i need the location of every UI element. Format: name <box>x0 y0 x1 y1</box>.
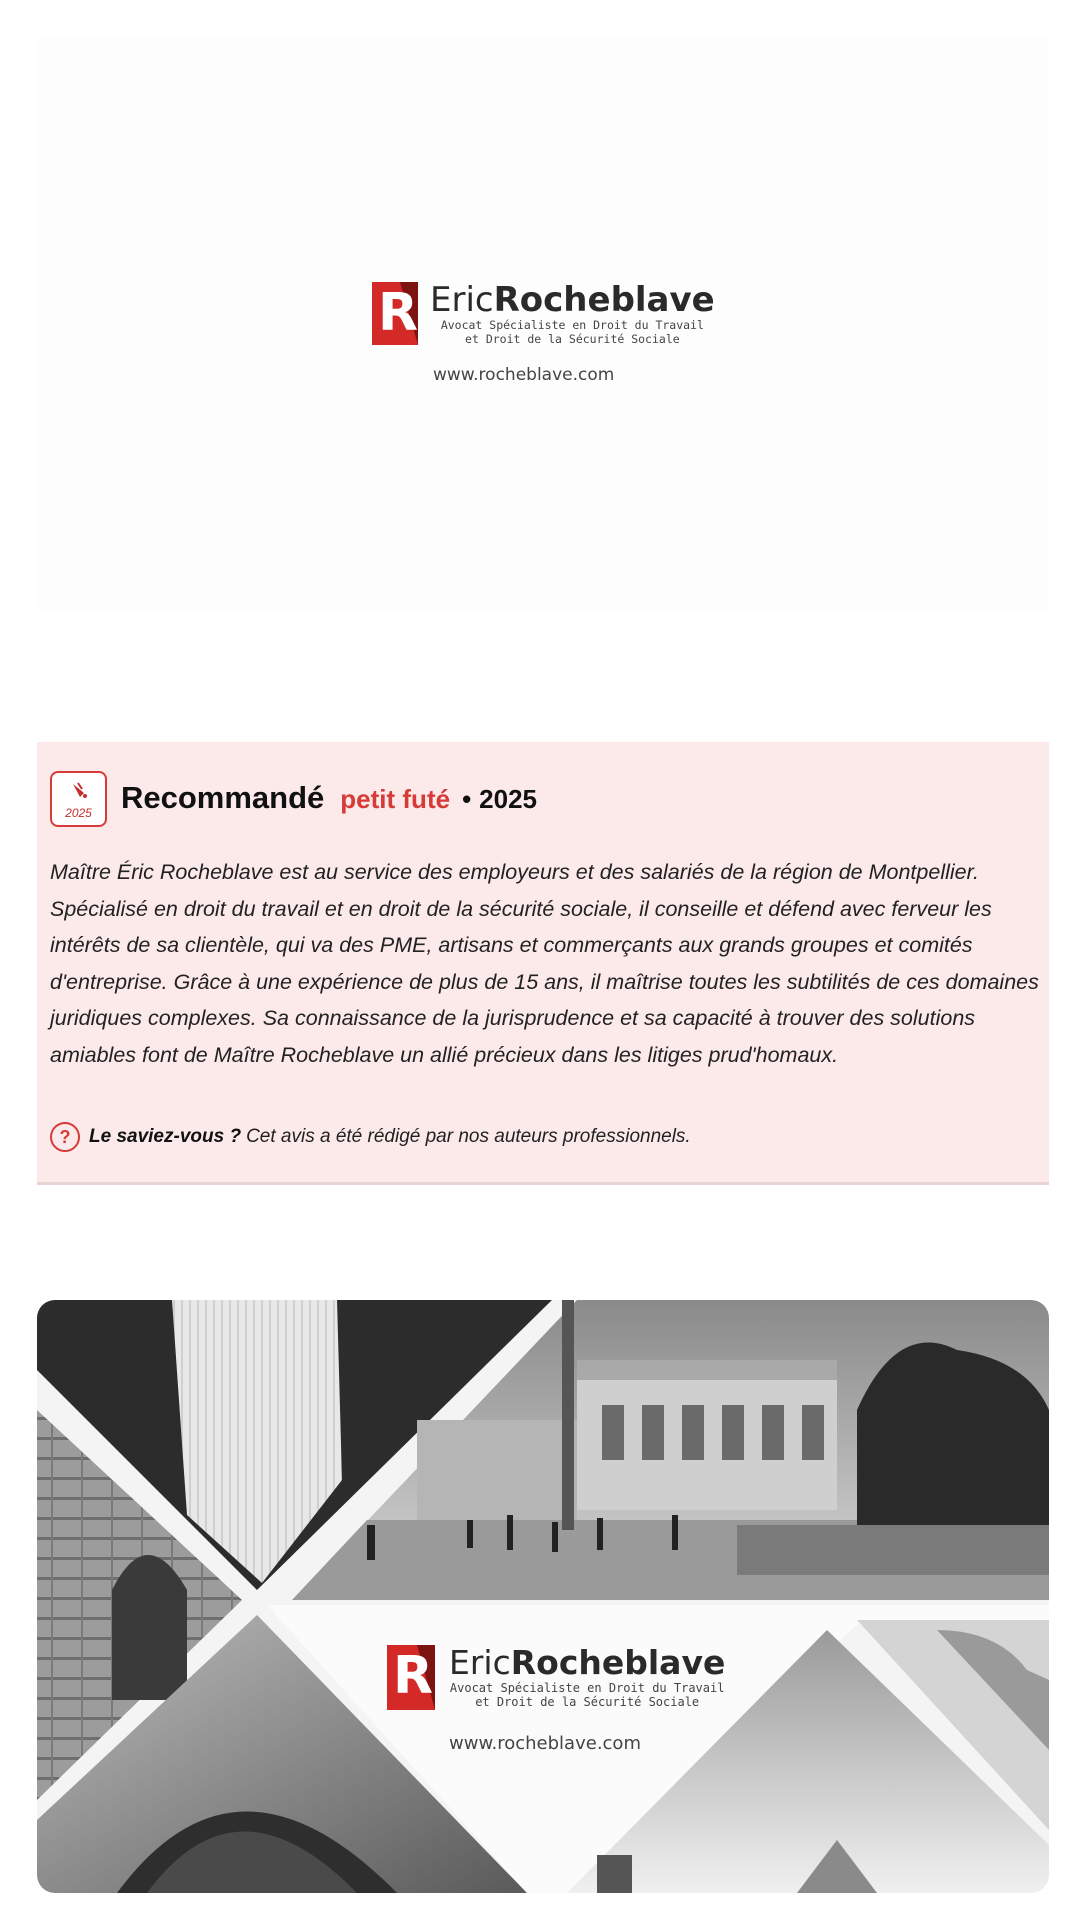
brand-logo[interactable] <box>372 282 715 346</box>
collage-brand-name: EricRocheblave <box>449 1643 726 1682</box>
did-you-know-label: Le saviez-vous ? <box>89 1126 242 1147</box>
did-you-know-text: Cet avis a été rédigé par nos auteurs professionnels. <box>246 1126 691 1147</box>
collage-brand-logo[interactable] <box>387 1645 725 1710</box>
recommendation-box <box>37 742 1049 1185</box>
collage-brand-tagline-1: Avocat Spécialiste en Droit du Travail <box>449 1681 725 1695</box>
recommendation-title <box>121 780 537 816</box>
badge-year: 2025 <box>65 806 92 820</box>
petit-fute-badge <box>50 771 107 827</box>
petit-fute-label: petit futé <box>340 784 451 814</box>
collage-photos <box>37 1300 1049 1893</box>
petit-fute-icon <box>70 781 90 801</box>
recommendation-year: 2025 <box>479 784 538 814</box>
brand-name: EricRocheblave <box>430 280 715 320</box>
title-separator: • <box>462 784 472 814</box>
recommended-label: Recommandé <box>121 780 325 815</box>
brand-tagline-2: et Droit de la Sécurité Sociale <box>465 332 680 346</box>
logo-card <box>37 37 1049 612</box>
brand-url[interactable]: www.rocheblave.com <box>433 365 615 385</box>
collage-brand-tagline-2: et Droit de la Sécurité Sociale <box>475 1695 700 1709</box>
recommendation-footer <box>50 1122 691 1152</box>
brand-tagline-1: Avocat Spécialiste en Droit du Travail <box>440 318 704 332</box>
recommendation-text: Maître Éric Rocheblave est au service des employeurs et des salariés de la région de Montpellier. Spécialisé en droit du travail et en droit de la sécurité sociale, il conseille et défend avec ferveur les intérêts de sa clientèle, qui va des PME, artisans et commerçants aux grands groupes et comités d'entreprise. Grâce à une expérience de plus de 15 ans, il maîtrise toutes les subtilités de ces domaines juridiques complexes. Sa connaissance de la jurisprudence et sa capacité à trouver des solutions amiables font de Maître Rocheblave un allié précieux dans les litiges prud'homaux. <box>50 860 1039 1067</box>
question-icon: ? <box>50 1122 80 1152</box>
r-logo-icon: R <box>372 282 418 345</box>
collage-r-logo-icon: R <box>387 1645 435 1710</box>
photo-collage <box>37 1300 1049 1893</box>
collage-brand-url[interactable]: www.rocheblave.com <box>449 1733 641 1754</box>
